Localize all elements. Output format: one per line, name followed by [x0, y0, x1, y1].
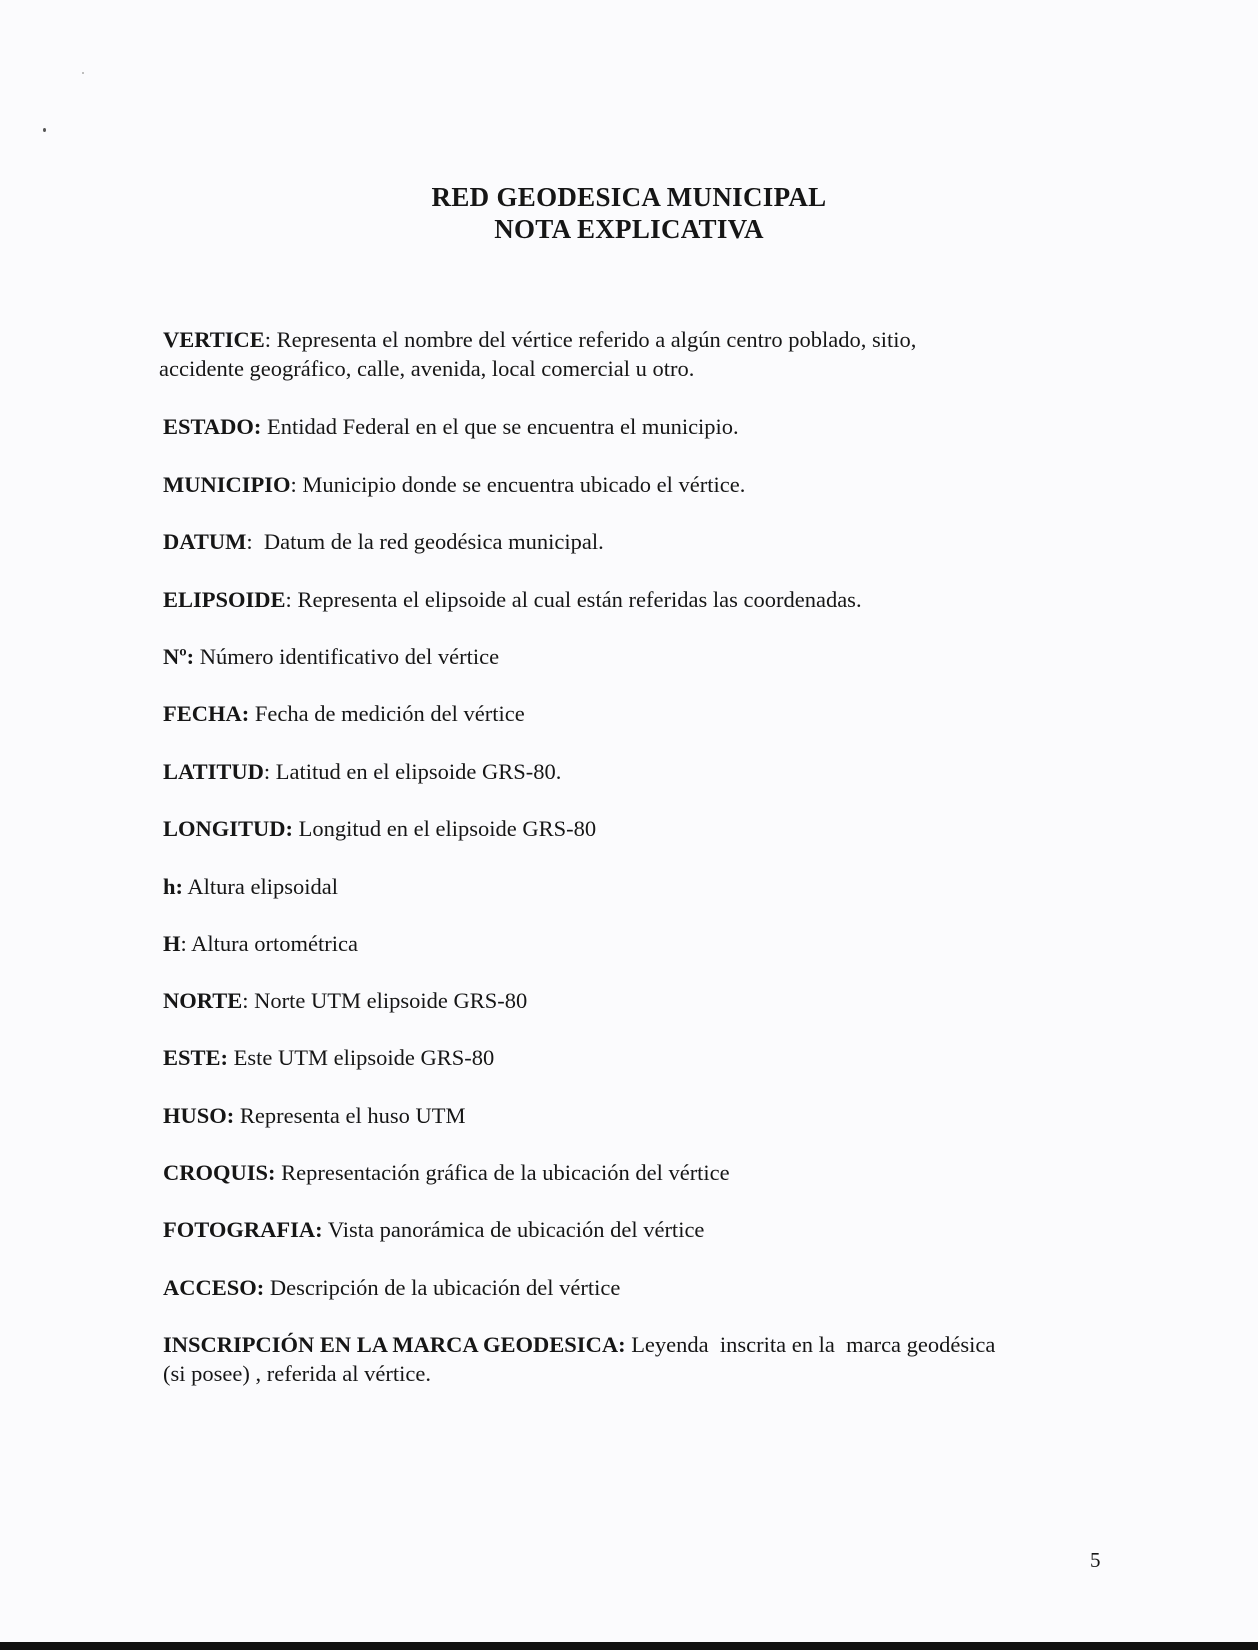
definition-term: INSCRIPCIÓN EN LA MARCA GEODESICA:	[163, 1332, 626, 1357]
definition-altura-elipsoidal	[163, 872, 1103, 901]
definition-text: Altura elipsoidal	[187, 874, 338, 899]
definition-term: FOTOGRAFIA:	[163, 1217, 323, 1242]
page-number: 5	[1090, 1548, 1101, 1572]
definition-text: Este UTM elipsoide GRS-80	[233, 1045, 495, 1070]
definition-text: Altura ortométrica	[191, 931, 358, 956]
definition-term: Nº:	[163, 644, 195, 669]
definition-huso	[163, 1101, 1103, 1130]
definition-text: Número identificativo del vértice	[199, 644, 500, 669]
definition-vertice	[159, 325, 1103, 383]
title-line-2: NOTA EXPLICATIVA	[494, 214, 764, 244]
definition-text: Fecha de medición del vértice	[254, 701, 525, 726]
definition-term: ACCESO:	[163, 1275, 265, 1300]
definition-norte	[163, 986, 1103, 1015]
definition-term: LATITUD	[163, 759, 264, 784]
document-title	[0, 181, 1258, 245]
definition-text-continued: (si posee) , referida al vértice.	[163, 1361, 431, 1386]
definition-term: ESTADO:	[163, 414, 262, 439]
scan-speck	[43, 128, 46, 132]
definition-inscripcion	[163, 1330, 1103, 1388]
definition-term: FECHA:	[163, 701, 250, 726]
definition-separator: :	[246, 529, 264, 554]
scan-bottom-edge	[0, 1642, 1258, 1650]
definition-separator: :	[264, 327, 277, 352]
definition-separator: :	[263, 759, 276, 784]
definition-latitud	[163, 757, 1103, 786]
definition-separator: :	[180, 931, 192, 956]
definition-term: H	[163, 931, 181, 956]
definition-term: CROQUIS:	[163, 1160, 276, 1185]
definition-estado	[163, 412, 1103, 441]
definition-term: h:	[163, 874, 184, 899]
definition-term: NORTE	[163, 988, 243, 1013]
definition-text: Norte UTM elipsoide GRS-80	[254, 988, 528, 1013]
definition-text: Municipio donde se encuentra ubicado el vértice.	[302, 472, 746, 497]
definition-term: ESTE:	[163, 1045, 229, 1070]
definition-term: LONGITUD:	[163, 816, 294, 841]
definition-text: Entidad Federal en el que se encuentra el municipio.	[266, 414, 739, 439]
definition-text: Longitud en el elipsoide GRS-80	[298, 816, 597, 841]
definition-text: Descripción de la ubicación del vértice	[269, 1275, 621, 1300]
title-line-1: RED GEODESICA MUNICIPAL	[431, 182, 827, 212]
definition-separator: :	[290, 472, 303, 497]
definition-este	[163, 1043, 1103, 1072]
definition-text-continued: accidente geográfico, calle, avenida, local comercial u otro.	[159, 356, 695, 381]
definition-text: Datum de la red geodésica municipal.	[263, 529, 604, 554]
definition-term: MUNICIPIO	[163, 472, 291, 497]
definition-croquis	[163, 1158, 1103, 1187]
definition-term: VERTICE	[163, 327, 265, 352]
definition-text: Representa el huso UTM	[239, 1103, 466, 1128]
definition-municipio	[163, 470, 1103, 499]
definition-text: Vista panorámica de ubicación del vértice	[327, 1217, 705, 1242]
definition-longitud	[163, 814, 1103, 843]
scan-speck	[82, 72, 84, 74]
definition-text: Representación gráfica de la ubicación del vértice	[281, 1160, 730, 1185]
definition-numero	[163, 642, 1103, 671]
definition-separator: :	[285, 587, 298, 612]
definition-text: Representa el elipsoide al cual están referidas las coordenadas.	[297, 587, 862, 612]
definition-fotografia	[163, 1215, 1103, 1244]
definition-fecha	[163, 699, 1103, 728]
definition-text: Latitud en el elipsoide GRS-80.	[275, 759, 562, 784]
definition-term: ELIPSOIDE	[163, 587, 286, 612]
definition-text: Representa el nombre del vértice referido a algún centro poblado, sitio,	[276, 327, 917, 352]
definition-term: HUSO:	[163, 1103, 235, 1128]
definition-acceso	[163, 1273, 1103, 1302]
definition-separator: :	[242, 988, 255, 1013]
definition-datum	[163, 527, 1103, 556]
definition-text: Leyenda inscrita en la marca geodésica	[631, 1332, 996, 1357]
definition-term: DATUM	[163, 529, 247, 554]
definition-altura-ortometrica	[163, 929, 1103, 958]
definition-elipsoide	[163, 585, 1103, 614]
